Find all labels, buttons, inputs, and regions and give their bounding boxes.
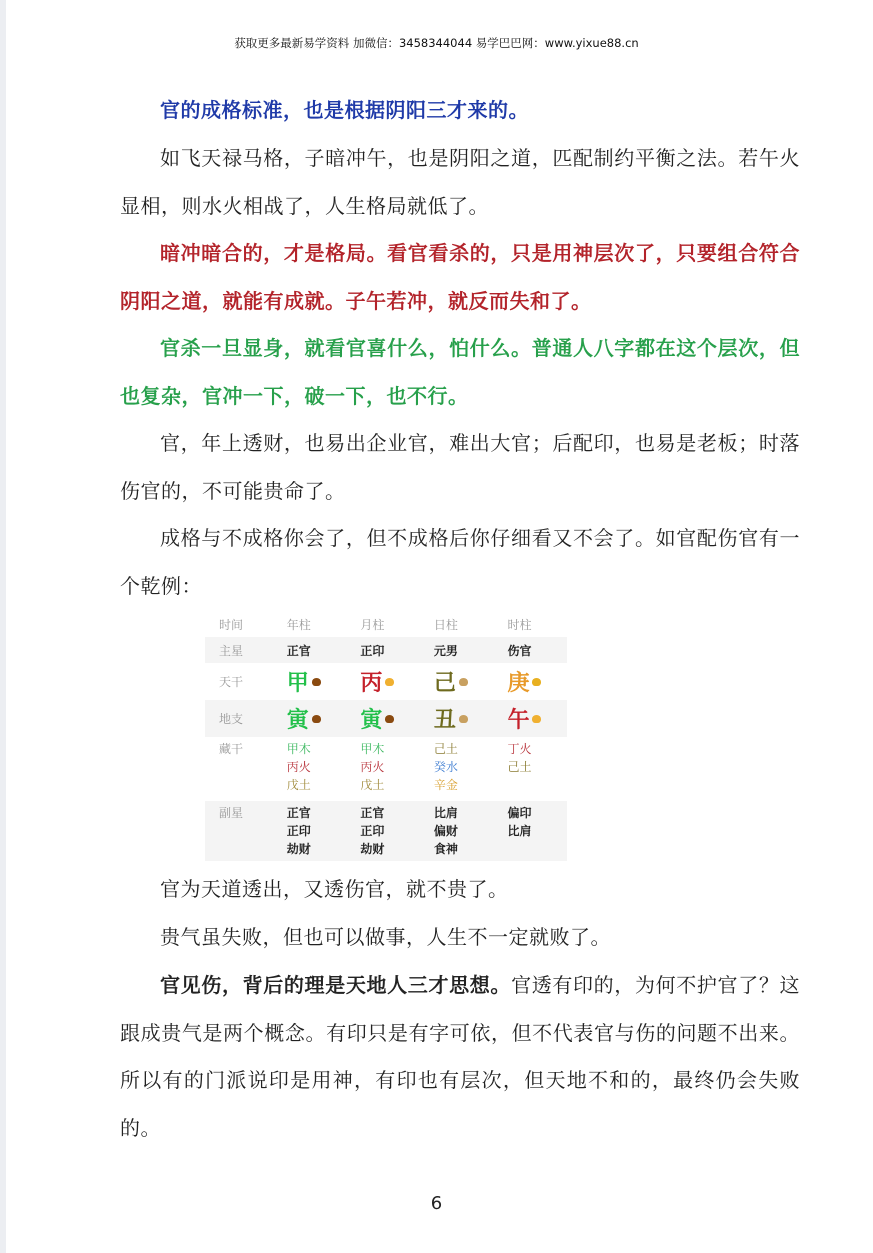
row-dizhi xyxy=(205,700,567,737)
element-icon xyxy=(459,678,468,686)
cell: 正印 xyxy=(360,824,385,838)
cell: 辛金 xyxy=(433,778,458,792)
cell: 比肩 xyxy=(433,806,458,820)
stem-char: 己 xyxy=(433,671,456,696)
cell: 劫财 xyxy=(360,842,385,856)
paragraph-1: 官的成格标准，也是根据阴阳三才来的。 xyxy=(160,98,529,122)
paragraph-5: 官，年上透财，也易出企业官，难出大官；后配印，也易是老板；时落伤官的，不可能贵命了。 xyxy=(120,431,800,503)
row-label: 主星 xyxy=(219,643,244,658)
row-label: 天干 xyxy=(219,675,244,689)
row-zhuxing xyxy=(205,637,567,663)
paragraph-3: 暗冲暗合的，才是格局。看官看杀的，只是用神层次了，只要组合符合阴阳之道，就能有成就。子午若冲，就反而失和了。 xyxy=(120,241,800,313)
branch-char: 寅 xyxy=(286,708,309,733)
cell: 甲木 xyxy=(286,742,311,756)
element-icon xyxy=(532,715,541,723)
cell: 戊土 xyxy=(286,778,311,792)
cell: 正印 xyxy=(360,643,385,658)
paragraph-2: 如飞天禄马格，子暗冲午，也是阴阳之道，匹配制约平衡之法。若午火显相，则水火相战了，人生格局就低了。 xyxy=(120,146,800,218)
cell: 甲木 xyxy=(360,742,385,756)
header-cell: 月柱 xyxy=(360,618,385,632)
element-icon xyxy=(459,715,468,723)
header-cell: 时柱 xyxy=(507,618,532,632)
branch-char: 寅 xyxy=(360,708,383,733)
cell: 比肩 xyxy=(507,824,532,838)
row-label: 藏干 xyxy=(219,742,244,756)
page-number: 6 xyxy=(430,1193,443,1214)
cell: 己土 xyxy=(433,742,458,756)
table-header-row xyxy=(205,612,567,637)
stem-char: 甲 xyxy=(286,671,309,696)
cell: 伤官 xyxy=(507,643,532,658)
header-watermark: 获取更多最新易学资料 加微信：3458344044 易学巴巴网：www.yixue88.cn xyxy=(234,36,639,50)
paragraph-8: 贵气虽失败，但也可以做事，人生不一定就败了。 xyxy=(160,925,611,949)
cell: 正官 xyxy=(360,806,385,820)
branch-char: 丑 xyxy=(433,708,456,733)
header-cell: 时间 xyxy=(219,618,244,632)
row-fuxing xyxy=(205,801,567,861)
row-tiangan xyxy=(205,663,567,700)
header-cell: 年柱 xyxy=(286,618,311,632)
cell: 劫财 xyxy=(286,842,311,856)
bold-lead: 官见伤，背后的理是天地人三才思想。 xyxy=(160,973,512,997)
row-canggan xyxy=(205,737,567,801)
cell: 正官 xyxy=(286,806,311,820)
cell: 偏印 xyxy=(507,806,532,820)
element-icon xyxy=(385,678,394,686)
cell: 食神 xyxy=(433,842,458,856)
cell: 正印 xyxy=(286,824,311,838)
element-icon xyxy=(385,715,394,723)
header-cell: 日柱 xyxy=(433,618,458,632)
element-icon xyxy=(532,678,541,686)
cell: 丁火 xyxy=(507,742,532,756)
stem-char: 丙 xyxy=(360,671,383,696)
row-label: 地支 xyxy=(219,712,244,726)
row-label: 副星 xyxy=(219,806,244,820)
paragraph-6: 成格与不成格你会了，但不成格后你仔细看又不会了。如官配伤官有一个乾例： xyxy=(120,526,800,598)
stem-char: 庚 xyxy=(507,671,530,696)
element-icon xyxy=(312,715,321,723)
page-edge xyxy=(0,0,6,1253)
cell: 己土 xyxy=(507,760,532,774)
paragraph-7: 官为天道透出，又透伤官，就不贵了。 xyxy=(160,877,509,901)
cell: 元男 xyxy=(433,643,458,658)
branch-char: 午 xyxy=(507,708,530,733)
element-icon xyxy=(312,678,321,686)
cell: 戊土 xyxy=(360,778,385,792)
paragraph-4: 官杀一旦显身，就看官喜什么，怕什么。普通人八字都在这个层次，但也复杂，官冲一下，破一下，也不行。 xyxy=(120,336,800,408)
paragraph-9 xyxy=(120,962,800,1152)
bazi-chart-table xyxy=(205,612,567,861)
cell: 正官 xyxy=(286,643,311,658)
cell: 丙火 xyxy=(360,760,385,774)
cell: 丙火 xyxy=(286,760,311,774)
paragraph-text: 官透有印的，为何不护官了？这跟成贵气是两个概念。有印只是有字可依，但不代表官与伤的问题不出来。所以有的门派说印是用神，有印也有层次，但天地不和的，最终仍会失败的。 xyxy=(120,973,801,1140)
cell: 偏财 xyxy=(433,824,458,838)
cell: 癸水 xyxy=(433,760,458,774)
